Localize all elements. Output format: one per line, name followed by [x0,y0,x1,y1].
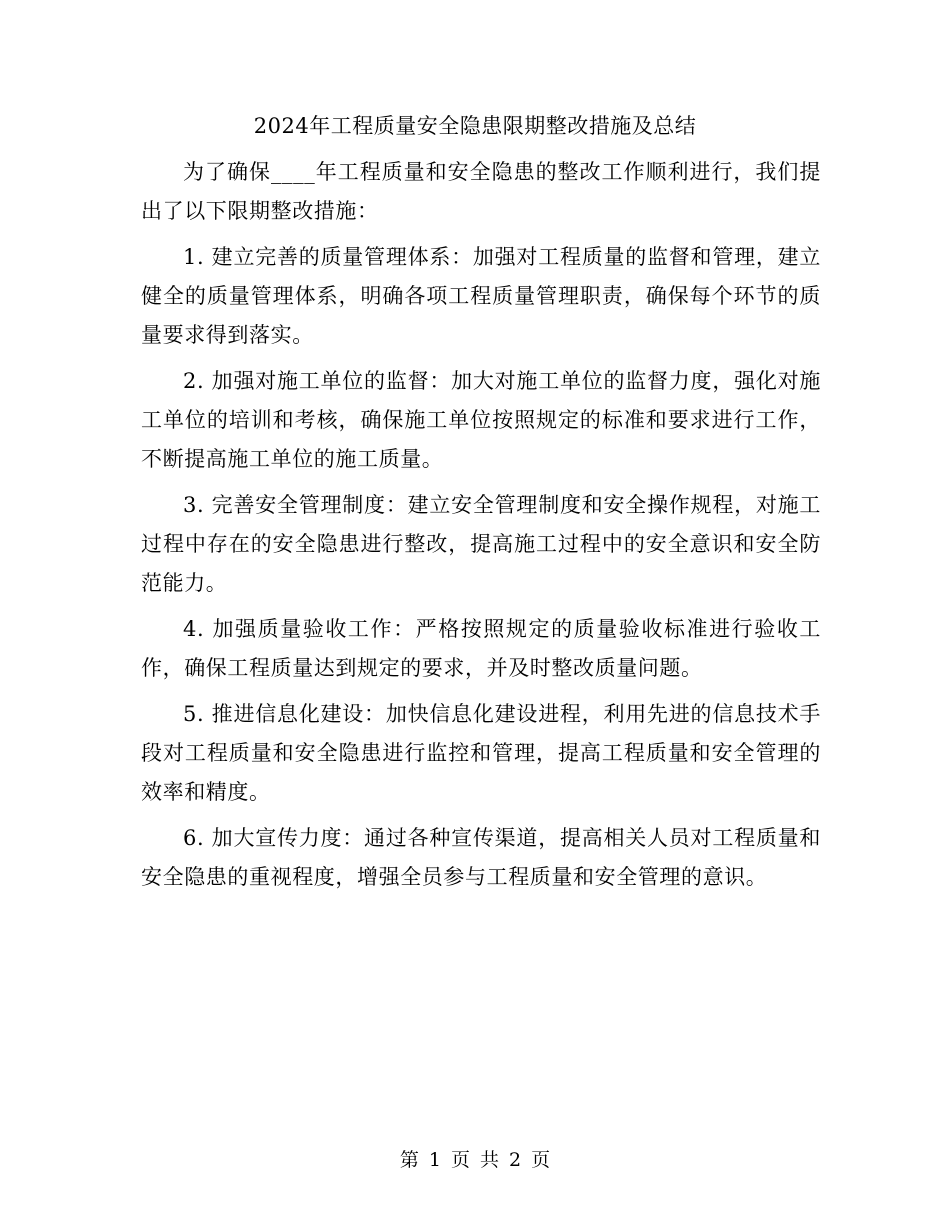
intro-paragraph: 为了确保____年工程质量和安全隐患的整改工作顺利进行，我们提出了以下限期整改措施： [141,160,821,223]
measure-paragraph-3: 3. 完善安全管理制度：建立安全管理制度和安全操作规程，对施工过程中存在的安全隐患进行整改，提高施工过程中的安全意识和安全防范能力。 [141,493,821,595]
measure-paragraph-1: 1. 建立完善的质量管理体系：加强对工程质量的监督和管理，建立健全的质量管理体系，明确各项工程质量管理职责，确保每个环节的质量要求得到落实。 [141,245,821,347]
page-number-footer: 第 1 页 共 2 页 [399,1149,551,1171]
measure-paragraph-5: 5. 推进信息化建设：加快信息化建设进程，利用先进的信息技术手段对工程质量和安全隐患进行监控和管理，提高工程质量和安全管理的效率和精度。 [141,702,821,804]
measure-paragraph-6: 6. 加大宣传力度：通过各种宣传渠道，提高相关人员对工程质量和安全隐患的重视程度，增强全员参与工程质量和安全管理的意识。 [141,826,821,889]
measure-paragraph-2: 2. 加强对施工单位的监督：加大对施工单位的监督力度，强化对施工单位的培训和考核，确保施工单位按照规定的标准和要求进行工作，不断提高施工单位的施工质量。 [141,369,821,471]
document-body [141,153,821,904]
document-title: 2024年工程质量安全隐患限期整改措施及总结 [253,114,697,138]
measure-paragraph-4: 4. 加强质量验收工作：严格按照规定的质量验收标准进行验收工作，确保工程质量达到规定的要求，并及时整改质量问题。 [141,617,821,680]
